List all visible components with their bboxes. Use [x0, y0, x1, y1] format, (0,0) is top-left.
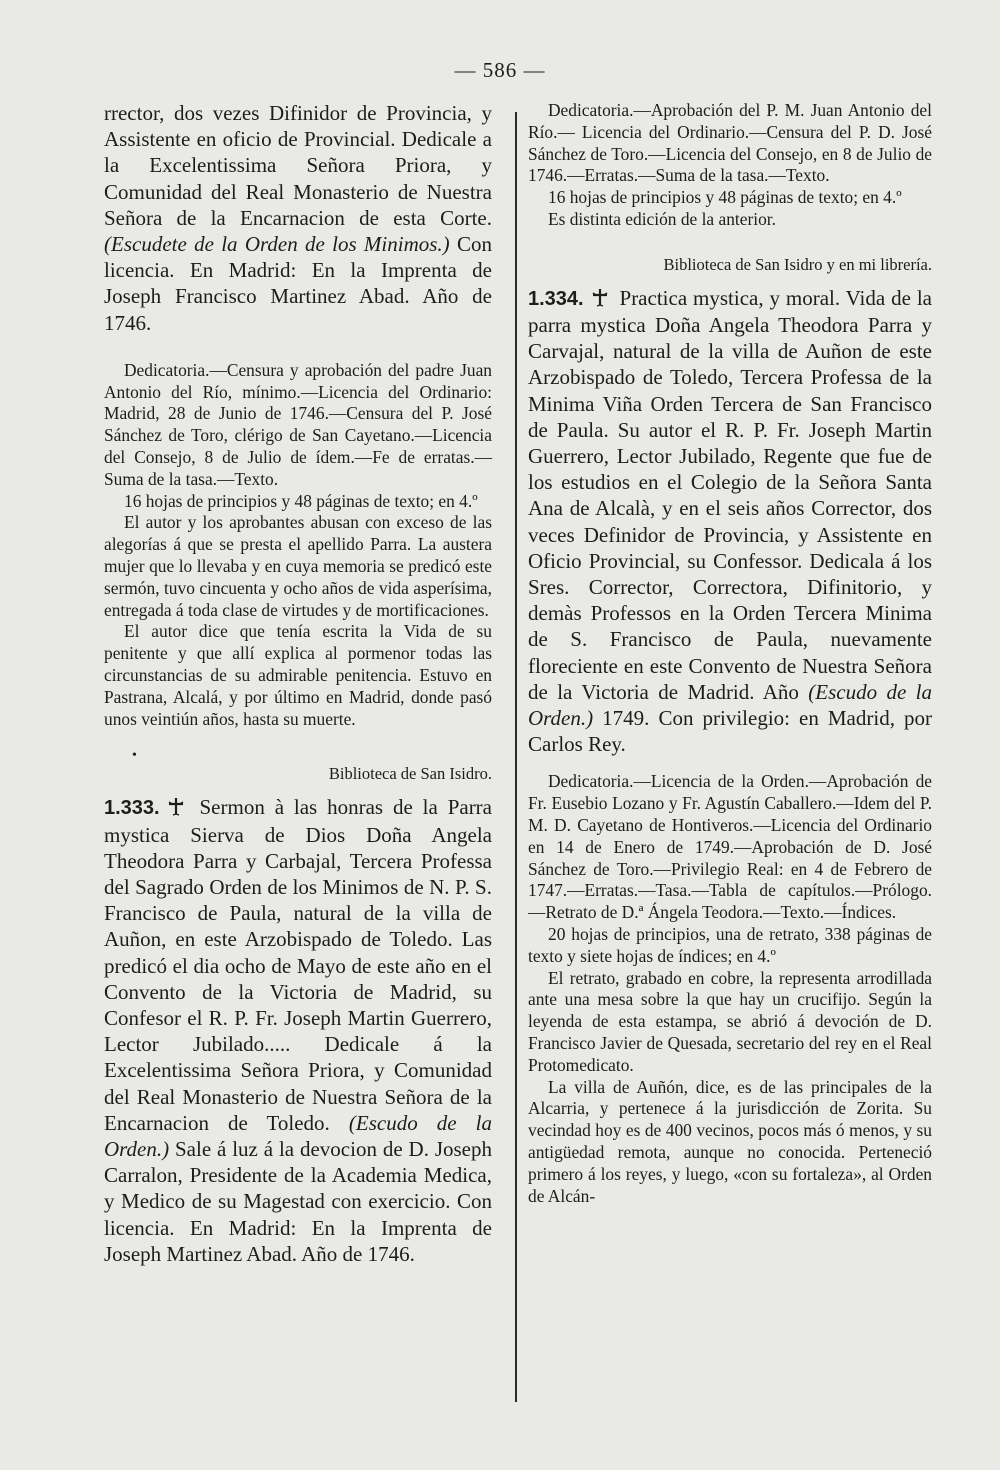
entry-italic: (Escudo de la Orden.): [528, 679, 932, 731]
note-biography: El autor dice que tenía escrita la Vida de su penitente y que allí explica al pormenor todas las circunstancias de su admirable penitencia. Estuvo en Pastrana, Alcalá, y por último en Madrid, donde pasó unos veintiún años, hasta su muerte.: [104, 621, 492, 729]
entry-continuation-imprint: Con licencia. En Madrid: En la Imprenta de Joseph Francisco Martinez Abad. Año de 1746.: [104, 232, 492, 335]
source-library: Biblioteca de San Isidro y en mi librería.: [663, 254, 932, 274]
entry-continuation-italic: (Escudete de la Orden de los Minimos.): [104, 232, 450, 257]
entry-continuation-text: rrector, dos vezes Difinidor de Provincia, y Assistente en oficio de Provincial. Dedicale a la Excelentissima Señora Priora, y Comunidad del Real Monasterio de Nuestra Señora de la Encarnacion de esta Corte.: [104, 101, 492, 230]
note-commentary: El autor y los aprobantes abusan con exceso de las alegorías á que se presta el apellido Parra. La austera mujer que lo llevaba y en cuya memoria se predicó este sermón, tuvo cincuenta y ocho años de vida asperísima, entregada á toda clase de virtudes y de mortificaciones.: [104, 512, 492, 620]
note-extent: 16 hojas de principios y 48 páginas de texto; en 4.º: [124, 490, 478, 511]
note-extent: 16 hojas de principios y 48 páginas de texto; en 4.º: [548, 187, 902, 208]
cross-icon: [590, 287, 610, 307]
entry-1333: [104, 794, 492, 1267]
entry-imprint: Sale á luz á la devocion de D. Joseph Carralon, Presidente de la Academia Medica, y Medico de su Magestad con exercicio. Con licencia. En Madrid: En la Imprenta de Joseph Martinez Abad. Año de 1746.: [104, 1137, 492, 1266]
entry-1334: [528, 285, 932, 758]
cross-icon: [166, 796, 186, 816]
stray-mark: •: [132, 748, 137, 764]
entry-italic: (Escudo de la Orden.): [104, 1110, 492, 1162]
note-village: La villa de Auñón, dice, es de las principales de la Alcarria, y pertenece á la jurisdicción de Zorita. Su vecindad hoy es de 400 vecinos, pocos más ó menos, y su antigüedad remota, aunque no conocida. Perteneció primero á los reyes, y luego, «con su fortaleza», al Orden de Alcán-: [528, 1076, 932, 1206]
column-divider: [515, 112, 517, 1402]
note-dedicatoria: Dedicatoria.—Aprobación del P. M. Juan Antonio del Río.— Licencia del Ordinario.—Censura del P. D. José Sánchez de Toro.—Licencia del Consejo, en 8 de Julio de 1746.—Erratas.—Suma de la tasa.—Texto.: [528, 100, 932, 186]
note-extent: 20 hojas de principios, una de retrato, 338 páginas de texto y siete hojas de índices; en 4.º: [528, 924, 932, 966]
left-column: [104, 100, 492, 1267]
entry-imprint: 1749. Con privilegio: en Madrid, por Carlos Rey.: [528, 706, 932, 757]
entry-continuation: [104, 100, 492, 336]
note-portrait: El retrato, grabado en cobre, la representa arrodillada ante una mesa sobre la que hay un crucifijo. Según la leyenda de esta estampa, se abrió á devoción de D. Francisco Javier de Quesada, secretario del rey en el Real Protomedicato.: [528, 967, 932, 1075]
source-library: Biblioteca de San Isidro.: [328, 764, 492, 784]
entry-number: 1.333.: [104, 797, 160, 820]
entry-title: Sermon à las honras de la Parra mystica Sierva de Dios Doña Angela Theodora Parra y Carbajal, Tercera Professa del Sagrado Orden de los Minimos de N. P. S. Francisco de Paula, natural de la villa de Auñon, en este Arzobispado de Toledo. Las predicó el dia ocho de Mayo de este año en el Convento de la Victoria de Madrid, su Confesor el R. P. Fr. Joseph Martin Guerrero, Lector Jubilado..... Dedicale á la Excelentissima Señora Priora, y Comunidad del Real Monasterio de Nuestra Señora de la Encarnacion de Toledo.: [104, 795, 492, 1135]
right-column: [528, 100, 932, 1207]
entry-number: 1.334.: [528, 287, 584, 310]
note-edition: Es distinta edición de la anterior.: [548, 208, 776, 229]
note-dedicatoria: Dedicatoria.—Censura y aprobación del padre Juan Antonio del Río, mínimo.—Licencia del Ordinario: Madrid, 28 de Junio de 1746.—Censura del P. José Sánchez de Toro, clérigo de San Cayetano.—Licencia del Consejo, 8 de Julio de ídem.—Fe de erratas.—Suma de la tasa.—Texto.: [104, 359, 492, 489]
entry-title: Practica mystica, y moral. Vida de la parra mystica Doña Angela Theodora Parra y Carvajal, natural de la villa de Auñon de este Arzobispado de Toledo, Tercera Professa de la Minima Viña Orden Tercera de San Francisco de Paula. Su autor el R. P. Fr. Joseph Martin Guerrero, Lector Jubilado, Regente que fue de los estudios en el Colegio de la Señora Santa Ana de Alcalà, y en el seis años Corrector, dos veces Definidor de Provincia, y Assistente en Oficio Provincial, su Confessor. Dedicala á los Sres. Corrector, Correctora, Difinitorio, y demàs Professos en la Orden Tercera Minima de S. Francisco de Paula, nuevamente floreciente en este Convento de Nuestra Señora de la Victoria de Madrid. Año: [528, 285, 932, 704]
page-number: — 586 —: [454, 58, 546, 82]
note-dedicatoria: Dedicatoria.—Licencia de la Orden.—Aprobación de Fr. Eusebio Lozano y Fr. Agustín Caballero.—Idem del P. M. D. Cayetano de Hontiveros.—Licencia del Ordinario en 14 de Enero de 1749.—Aprobación de D. José Sánchez de Toro.—Privilegio Real: en 4 de Febrero de 1747.—Erratas.—Tasa.—Tabla de capítulos.—Prólogo.—Retrato de D.ª Ángela Teodora.—Texto.—Índices.: [528, 771, 932, 923]
